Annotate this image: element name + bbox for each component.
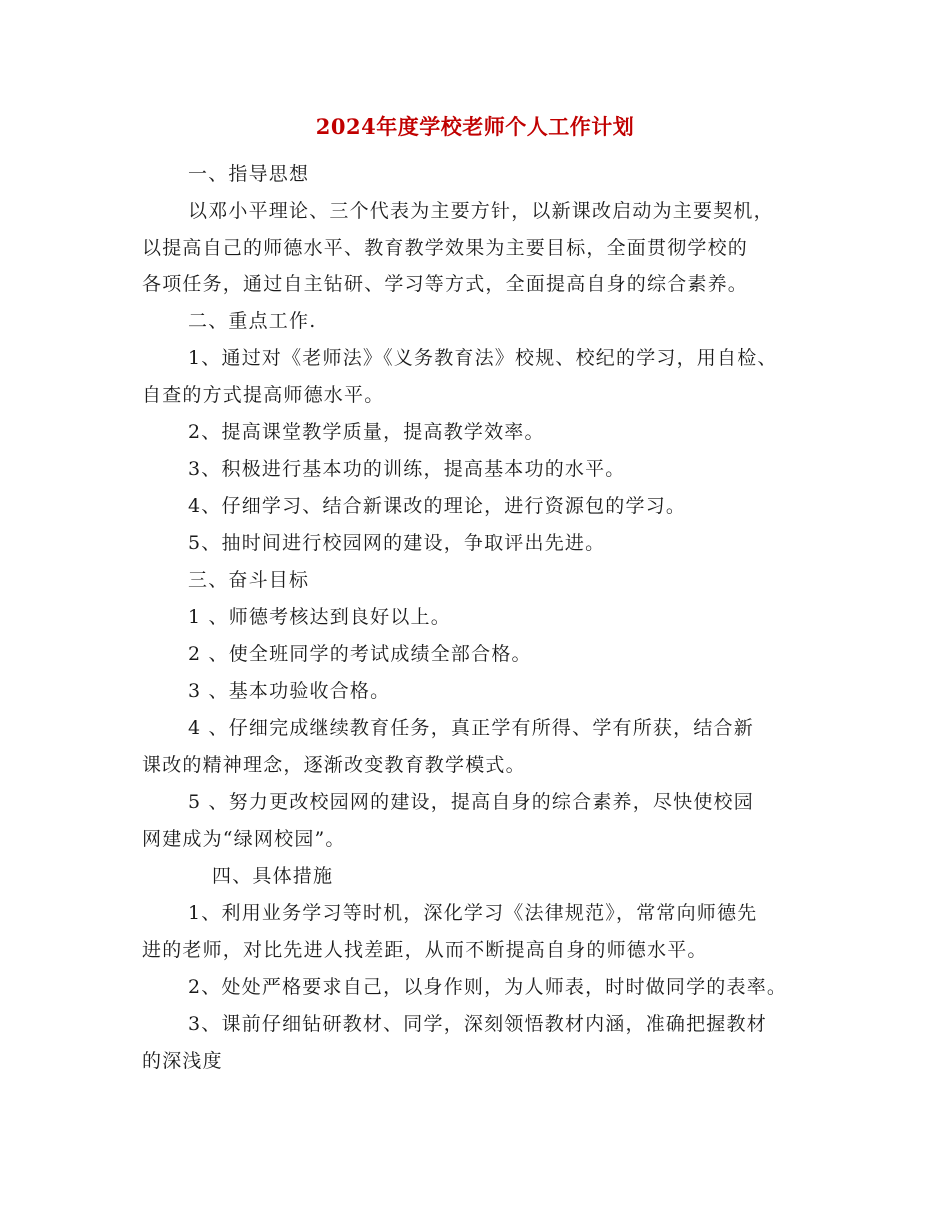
list-item-continuation: 自查的方式提高师德水平。 [142,384,385,406]
list-item: 4 、仔细完成继续教育任务，真正学有所得、学有所获，结合新 [188,717,754,739]
list-item: 3、课前仔细钻研教材、同学，深刻领悟教材内涵，准确把握教材 [188,1013,767,1035]
list-item-continuation: 课改的精神理念，逐渐改变教育教学模式。 [142,754,526,776]
list-item-continuation: 进的老师，对比先进人找差距，从而不断提高自身的师德水平。 [142,939,708,961]
paragraph-line: 以邓小平理论、三个代表为主要方针，以新课改启动为主要契机， [188,200,774,222]
list-item: 1 、师德考核达到良好以上。 [188,606,451,628]
paragraph-line: 各项任务，通过自主钻研、学习等方式，全面提高自身的综合素养。 [142,273,749,295]
section-heading-4: 四、具体措施 [212,865,334,887]
list-item: 3、积极进行基本功的训练，提高基本功的水平。 [188,458,626,480]
list-item: 2、处处严格要求自己，以身作则，为人师表，时时做同学的表率。 [188,976,788,998]
list-item-continuation: 网建成为“绿网校园”。 [142,828,346,850]
section-heading-2: 二、重点工作. [188,310,317,332]
list-item-continuation: 的深浅度 [142,1050,223,1072]
list-item: 1、利用业务学习等时机，深化学习《法律规范》，常常向师德先 [188,902,758,924]
section-heading-3: 三、奋斗目标 [188,569,310,591]
list-item: 3 、基本功验收合格。 [188,680,391,702]
section-heading-1: 一、指导思想 [188,163,310,185]
list-item: 5、抽时间进行校园网的建设，争取评出先进。 [188,532,606,554]
list-item: 4、仔细学习、结合新课改的理论，进行资源包的学习。 [188,495,687,517]
list-item: 2、提高课堂教学质量，提高教学效率。 [188,421,545,443]
document-title: 2024年度学校老师个人工作计划 [315,114,635,139]
paragraph-line: 以提高自己的师德水平、教育教学效果为主要目标，全面贯彻学校的 [142,237,749,259]
list-item: 5 、努力更改校园网的建设，提高自身的综合素养，尽快使校园 [188,791,754,813]
list-item: 1、通过对《老师法》《义务教育法》校规、校纪的学习，用自检、 [188,347,778,369]
list-item: 2 、使全班同学的考试成绩全部合格。 [188,643,532,665]
